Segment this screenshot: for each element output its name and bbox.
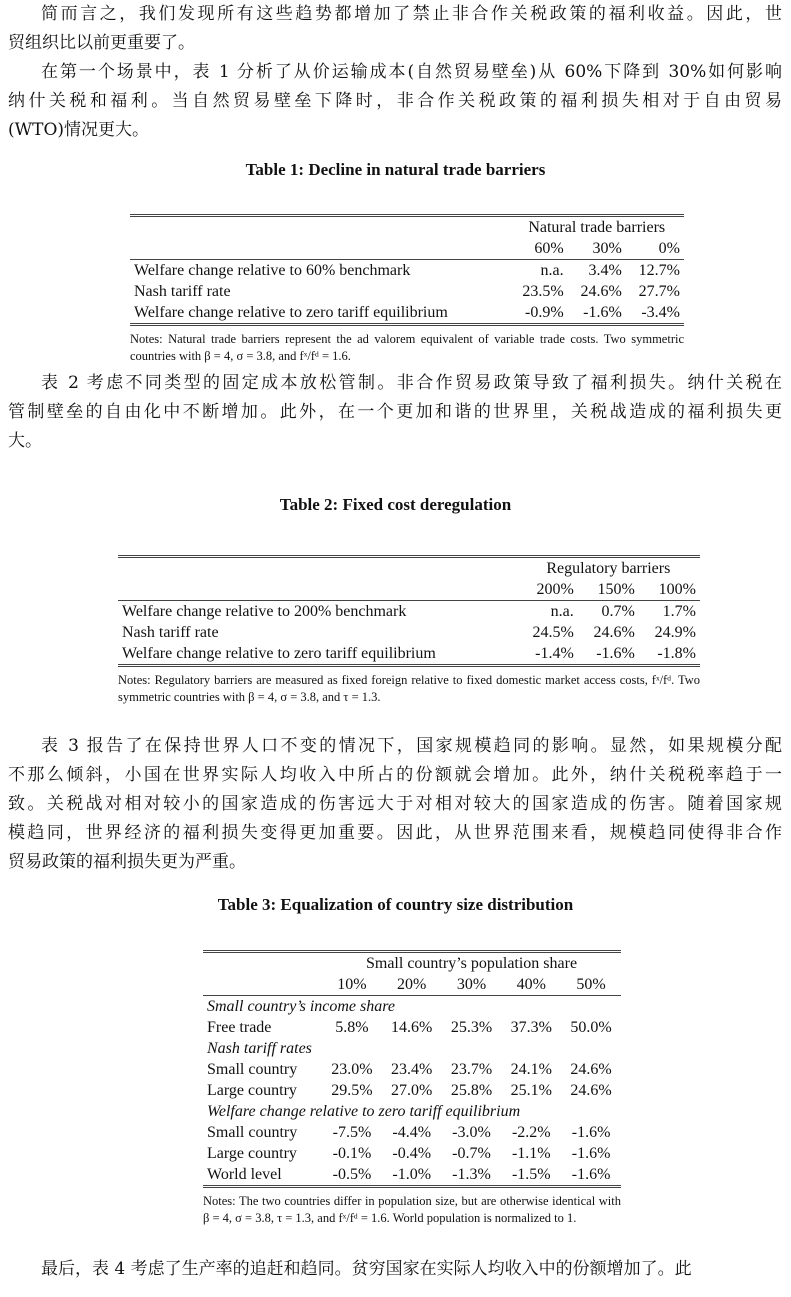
column-header: 100%: [639, 579, 700, 601]
paragraph-line: 纳什关税和福利。当自然贸易壁垒下降时，非合作关税政策的福利损失相对于自由贸易: [8, 91, 782, 111]
paragraph-line: 在第一个场景中，表 1 分析了从价运输成本(自然贸易壁垒)从 60%下降到 30%如何影响: [41, 62, 782, 82]
paragraph-1: [8, 0, 782, 58]
row-label: Nash tariff rate: [122, 624, 219, 641]
table-notes: Notes: Regulatory barriers are measured as fixed foreign relative to fixed domestic market access costs, fˣ/fᵈ. Two symmetric countries with β = 4, σ = 3.8, and τ = 1.3.: [118, 673, 700, 704]
table-cell: -1.4%: [535, 645, 574, 662]
table-cell: 25.3%: [450, 1019, 493, 1036]
column-header: 20%: [382, 974, 442, 996]
table-cell: -3.0%: [452, 1124, 491, 1141]
table-1: [130, 214, 684, 364]
paragraph-line: 表 2 考虑不同类型的固定成本放松管制。非合作贸易政策导致了福利损失。纳什关税在: [41, 373, 782, 393]
table-cell: 14.6%: [391, 1019, 433, 1036]
paragraph-5: [8, 1255, 782, 1284]
table-row: [203, 1143, 621, 1164]
table-2: [118, 555, 700, 705]
table-row: [118, 643, 700, 664]
row-label: Welfare change relative to 200% benchmark: [122, 603, 407, 620]
paragraph-line: 最后，表 4 考虑了生产率的追赶和趋同。贫穷国家在实际人均收入中的份额增加了。此: [41, 1259, 692, 1279]
row-label: Small country: [207, 1061, 298, 1078]
table-cell: -1.6%: [571, 1166, 611, 1183]
table-cell: 27.7%: [638, 283, 680, 300]
column-header: 40%: [501, 974, 561, 996]
table-cell: -3.4%: [641, 304, 680, 321]
paragraph-line: 贸组织比以前更重要了。: [8, 33, 195, 53]
table-cell: -1.1%: [511, 1145, 551, 1162]
table-row: [203, 1080, 621, 1101]
table-cell: -1.6%: [596, 645, 635, 662]
table-cell: -1.3%: [452, 1166, 491, 1183]
table-row: [203, 1164, 621, 1185]
table-cell: n.a.: [540, 262, 564, 279]
table-row: [118, 622, 700, 643]
table-cell: -1.0%: [392, 1166, 432, 1183]
column-header: 60%: [509, 238, 567, 260]
table-cell: 3.4%: [588, 262, 622, 279]
paragraph-line: 管制壁垒的自由化中不断增加。此外，在一个更加和谐的世界里，关税战造成的福利损失更: [8, 402, 782, 422]
row-label: Small country: [207, 1124, 298, 1141]
table-cell: 25.8%: [450, 1082, 493, 1099]
table-cell: 23.0%: [331, 1061, 373, 1078]
paragraph-line: 不那么倾斜，小国在世界实际人均收入中所占的份额就会增加。此外，纳什关税税率趋于一: [8, 765, 782, 785]
table-cell: 29.5%: [331, 1082, 373, 1099]
paragraph-4: [8, 732, 782, 877]
column-header: 0%: [626, 238, 684, 260]
table-cell: 23.5%: [522, 283, 564, 300]
table-3: [203, 950, 621, 1226]
column-header: 50%: [561, 974, 621, 996]
paragraph-line: (WTO)情况更大。: [8, 120, 150, 140]
table-notes: Notes: The two countries differ in population size, but are otherwise identical with β = 4, σ = 3.8, τ = 1.3, and fˣ/fᵈ = 1.6. World population is normalized to 1.: [203, 1194, 621, 1225]
row-label: Welfare change relative to zero tariff equilibrium: [122, 645, 436, 662]
table-cell: 24.6%: [580, 283, 622, 300]
table-cell: 24.5%: [532, 624, 574, 641]
section-heading: Small country’s income share: [207, 998, 395, 1015]
table-cell: -0.5%: [332, 1166, 372, 1183]
table-cell: n.a.: [550, 603, 574, 620]
table-cell: 24.6%: [570, 1082, 612, 1099]
paragraph-line: 模趋同，世界经济的福利损失变得更加重要。因此，从世界范围来看，规模趋同使得非合作: [8, 823, 782, 843]
paragraph-line: 表 3 报告了在保持世界人口不变的情况下，国家规模趋同的影响。显然，如果规模分配: [41, 736, 782, 756]
paragraph-line: 贸易政策的福利损失更为严重。: [8, 852, 246, 872]
row-label: Welfare change relative to zero tariff equilibrium: [134, 304, 448, 321]
table-cell: 23.4%: [391, 1061, 433, 1078]
paragraph-3: [8, 369, 782, 456]
table-cell: 50.0%: [570, 1019, 612, 1036]
table-cell: 24.6%: [570, 1061, 612, 1078]
table-cell: 27.0%: [391, 1082, 433, 1099]
table-cell: -1.6%: [571, 1145, 611, 1162]
table-row: [130, 281, 684, 302]
table-row: [130, 302, 684, 323]
table-cell: -0.7%: [452, 1145, 491, 1162]
section-heading: Nash tariff rates: [207, 1040, 312, 1057]
column-header: 200%: [517, 579, 578, 601]
table-2-title: Table 2: Fixed cost deregulation: [279, 495, 512, 514]
column-header: 30%: [568, 238, 626, 260]
table-cell: 24.1%: [510, 1061, 552, 1078]
paragraph-2: [8, 58, 782, 145]
table-cell: 37.3%: [510, 1019, 552, 1036]
table-3-title: Table 3: Equalization of country size distribution: [217, 895, 574, 914]
table-row: [118, 601, 700, 623]
table-row: [203, 1059, 621, 1080]
table-cell: -1.6%: [583, 304, 622, 321]
table-cell: -0.1%: [332, 1145, 372, 1162]
table-cell: -1.5%: [511, 1166, 551, 1183]
row-label: Welfare change relative to 60% benchmark: [134, 262, 411, 279]
row-label: Large country: [207, 1082, 297, 1099]
paragraph-line: 大。: [8, 431, 42, 451]
column-header: 30%: [442, 974, 502, 996]
table-cell: 12.7%: [638, 262, 680, 279]
column-header: 10%: [322, 974, 382, 996]
table-cell: -7.5%: [332, 1124, 372, 1141]
table-cell: 23.7%: [450, 1061, 493, 1078]
table-cell: 5.8%: [335, 1019, 369, 1036]
row-label: Large country: [207, 1145, 297, 1162]
paragraph-line: 致。关税战对相对较小的国家造成的伤害远大于对相对较大的国家造成的伤害。随着国家规: [8, 794, 782, 814]
table-notes: Notes: Natural trade barriers represent the ad valorem equivalent of variable trade costs. Two symmetric countries with β = 4, σ = 3.8, and fˣ/fᵈ = 1.6.: [130, 332, 684, 363]
row-label: Nash tariff rate: [134, 283, 231, 300]
table-cell: 0.7%: [601, 603, 635, 620]
table-cell: -1.6%: [571, 1124, 611, 1141]
paragraph-line: 简而言之，我们发现所有这些趋势都增加了禁止非合作关税政策的福利收益。因此，世: [41, 4, 782, 24]
table-row: [203, 1122, 621, 1143]
table-row: [130, 260, 684, 282]
table-cell: 24.9%: [654, 624, 696, 641]
table-cell: 24.6%: [593, 624, 635, 641]
section-heading: Welfare change relative to zero tariff equilibrium: [207, 1103, 521, 1120]
table-cell: -1.8%: [657, 645, 696, 662]
table-cell: 25.1%: [510, 1082, 552, 1099]
column-header: 150%: [578, 579, 639, 601]
row-label: Free trade: [207, 1019, 272, 1036]
table-cell: 1.7%: [662, 603, 696, 620]
table-cell: -0.9%: [524, 304, 564, 321]
table-cell: -4.4%: [392, 1124, 432, 1141]
table-cell: -0.4%: [392, 1145, 432, 1162]
table-cell: -2.2%: [511, 1124, 551, 1141]
column-group-header: Small country’s population share: [365, 955, 578, 972]
table-1-title: Table 1: Decline in natural trade barriers: [245, 160, 546, 179]
column-group-header: Natural trade barriers: [528, 219, 666, 236]
table-row: [203, 1017, 621, 1038]
row-label: World level: [207, 1166, 282, 1183]
column-group-header: Regulatory barriers: [546, 560, 671, 577]
